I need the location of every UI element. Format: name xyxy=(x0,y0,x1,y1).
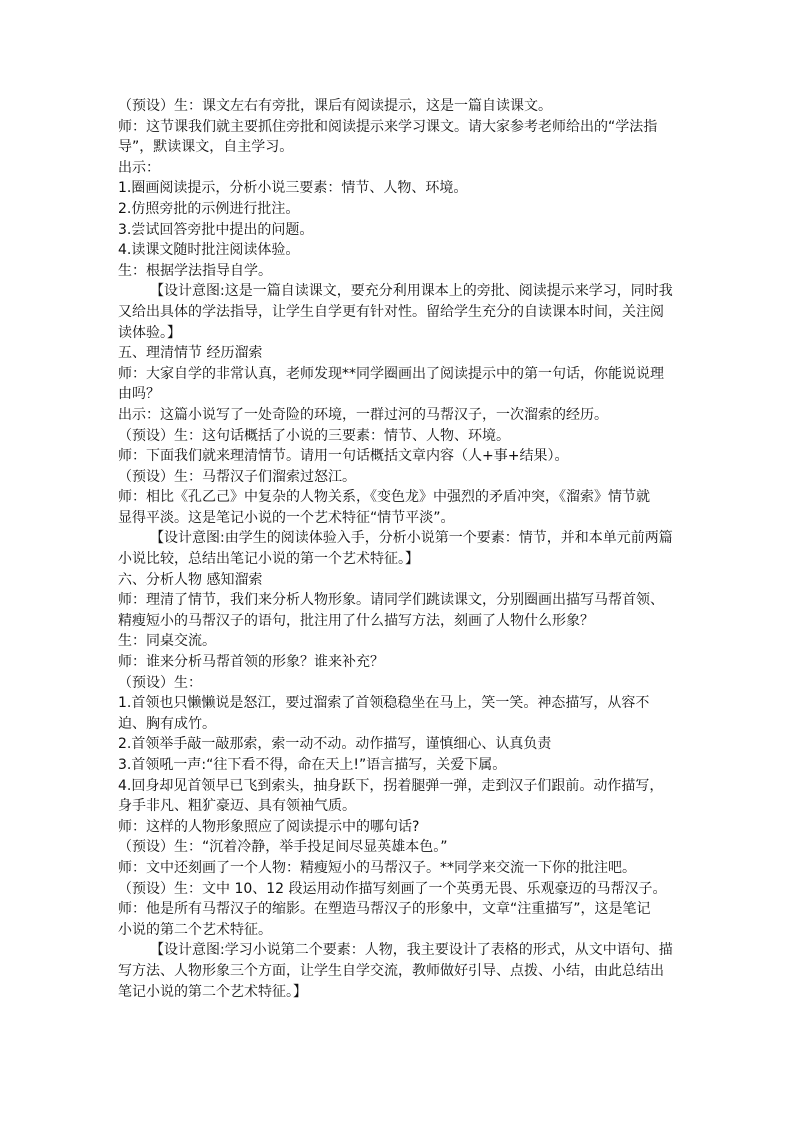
text-line: 师：下面我们就来理清情节。请用一句话概括文章内容（人+事+结果）。 xyxy=(118,448,569,465)
text-line: 由吗？ xyxy=(118,386,160,403)
text-line: 显得平淡。这是笔记小说的一个艺术特征“情节平淡”。 xyxy=(118,509,455,526)
text-line: 师：这节课我们就主要抓住旁批和阅读提示来学习课文。请大家参考老师给出的“学法指 xyxy=(118,118,658,135)
text-line: 师：大家自学的非常认真，老师发现**同学圈画出了阅读提示中的第一句话，你能说说理 xyxy=(118,365,664,382)
text-line: 4.读课文随时批注阅读体验。 xyxy=(118,242,300,259)
text-line: 精瘦短小的马帮汉子的语句，批注用了什么描写方法，刻画了人物什么形象？ xyxy=(118,612,594,629)
text-line: 又给出具体的学法指导，让学生自学更有针对性。留给学生充分的自读课本时间，关注阅 xyxy=(118,303,664,320)
text-line: 师：理清了情节，我们来分析人物形象。请同学们跳读课文，分别圈画出描写马帮首领、 xyxy=(118,592,664,609)
text-line: （预设）生：文中 10、12 段运用动作描写刻画了一个英勇无畏、乐观豪迈的马帮汉子。 xyxy=(118,880,667,897)
text-line: 出示：这篇小说写了一处奇险的环境，一群过河的马帮汉子，一次溜索的经历。 xyxy=(118,406,608,423)
text-line: 2.首领举手敲一敲那索，索一动不动。动作描写，谨慎细心、认真负责 xyxy=(118,736,552,753)
text-line: （预设）生：“沉着冷静，举手投足间尽显英雄本色。” xyxy=(118,839,448,856)
text-line: （预设）生： xyxy=(118,674,202,691)
text-line: 导”，默读课文，自主学习。 xyxy=(118,139,294,156)
text-line: 【设计意图:由学生的阅读体验入手，分析小说第一个要素：情节，并和本单元前两篇 xyxy=(150,530,673,547)
text-line: 迫、胸有成竹。 xyxy=(118,715,216,732)
text-line: 2.仿照旁批的示例进行批注。 xyxy=(118,200,300,217)
text-line: 1.首领也只懒懒说是怒江，要过溜索了首领稳稳坐在马上，笑一笑。神态描写，从容不 xyxy=(118,695,650,712)
text-line: 笔记小说的第二个艺术特征。】 xyxy=(118,983,307,1000)
text-line: 小说的第二个艺术特征。 xyxy=(118,921,272,938)
text-line: （预设）生：马帮汉子们溜索过怒江。 xyxy=(118,468,356,485)
text-line: 出示： xyxy=(118,159,160,176)
text-line: 小说比较，总结出笔记小说的第一个艺术特征。】 xyxy=(118,551,419,568)
text-line: 4.回身却见首领早已飞到索头，抽身跃下，拐着腿弹一弹，走到汉子们跟前。动作描写， xyxy=(118,777,664,794)
text-line: 3.尝试回答旁批中提出的问题。 xyxy=(118,221,314,238)
text-line: 1.圈画阅读提示，分析小说三要素：情节、人物、环境。 xyxy=(118,180,468,197)
text-line: 师：谁来分析马帮首领的形象？谁来补充？ xyxy=(118,654,384,671)
text-line: 写方法、人物形象三个方面，让学生自学交流，教师做好引导、点拨、小结，由此总结出 xyxy=(118,962,664,979)
text-line: 读体验。】 xyxy=(118,324,181,341)
text-line: 师：他是所有马帮汉子的缩影。在塑造马帮汉子的形象中，文章“注重描写”，这是笔记 xyxy=(118,901,651,918)
text-line: 师：这样的人物形象照应了阅读提示中的哪句话? xyxy=(118,818,420,835)
text-line: 【设计意图:这是一篇自读课文，要充分利用课本上的旁批、阅读提示来学习，同时我 xyxy=(150,283,673,300)
text-line: 身手非凡、粗犷豪迈、具有领袖气质。 xyxy=(118,798,356,815)
text-line: 生：根据学法指导自学。 xyxy=(118,262,272,279)
text-line: 生：同桌交流。 xyxy=(118,633,216,650)
text-line: 师：相比《孔乙己》中复杂的人物关系，《变色龙》中强烈的矛盾冲突，《溜索》情节就 xyxy=(118,489,650,506)
text-line: （预设）生：这句话概括了小说的三要素：情节、人物、环境。 xyxy=(118,427,510,444)
text-line: 【设计意图:学习小说第二个要素：人物，我主要设计了表格的形式，从文中语句、描 xyxy=(150,942,673,959)
text-line: 3.首领吼一声:“往下看不得，命在天上!”语言描写，关爱下属。 xyxy=(118,757,507,773)
text-line: 五、理清情节 经历溜索 xyxy=(118,345,263,362)
text-line: 师：文中还刻画了一个人物：精瘦短小的马帮汉子。**同学来交流一下你的批注吧。 xyxy=(118,859,636,876)
document-body xyxy=(118,96,684,1002)
text-line: （预设）生：课文左右有旁批，课后有阅读提示，这是一篇自读课文。 xyxy=(118,98,552,114)
text-line: 六、分析人物 感知溜索 xyxy=(118,571,263,588)
